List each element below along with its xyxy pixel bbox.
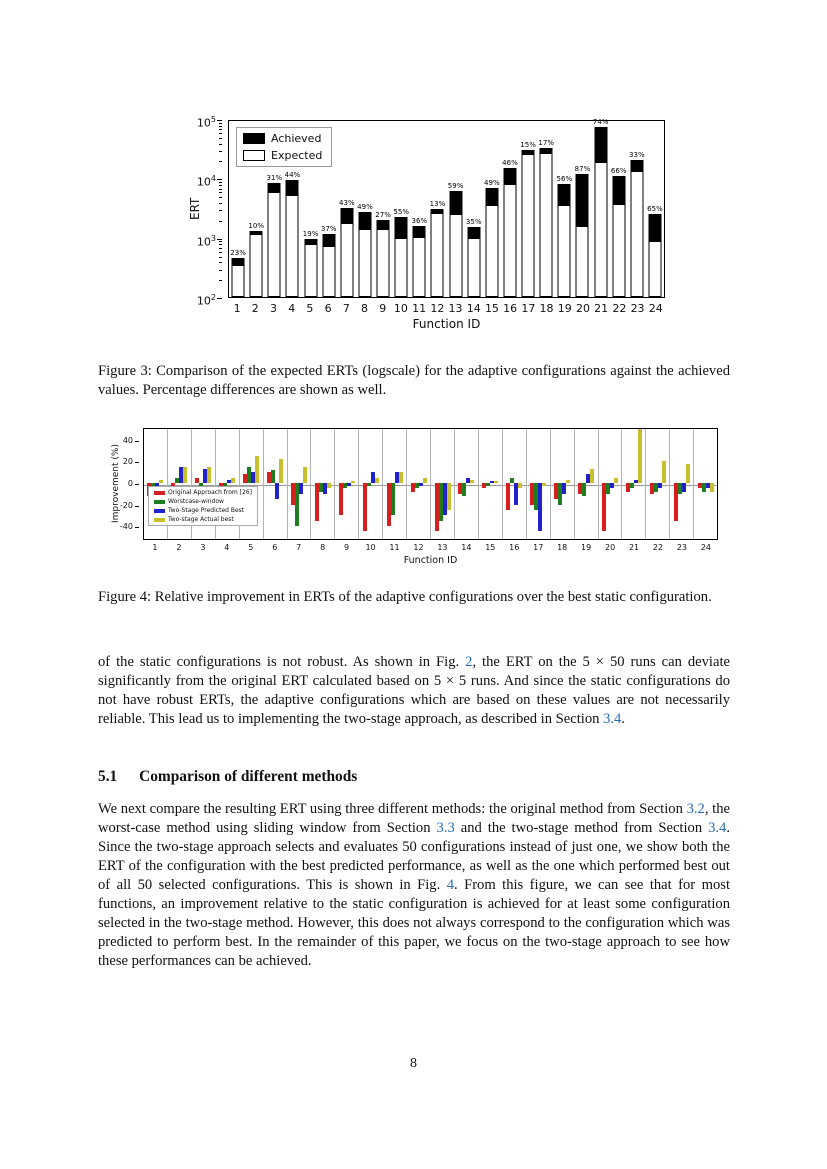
improvement-bar (486, 483, 490, 486)
improvement-bar (630, 483, 634, 488)
legend-label-original-approach: Original Approach from [26] (168, 489, 252, 496)
figure4-bar-group (288, 429, 312, 539)
x-tick-label: 11 (412, 302, 427, 315)
expected-bar (540, 153, 553, 297)
x-tick-label: 22 (652, 543, 664, 552)
improvement-bar (363, 483, 367, 531)
improvement-bar (275, 483, 279, 499)
improvement-bar (590, 469, 594, 483)
expected-bar (576, 226, 589, 297)
figure4-x-axis-ticks (143, 543, 718, 552)
percentage-label: 19% (302, 230, 319, 238)
section-title: Comparison of different methods (139, 768, 358, 785)
figure3-plot-area (228, 117, 665, 298)
expected-bar (431, 213, 444, 297)
x-tick-label: 6 (272, 543, 278, 552)
legend-item-worstcase-window (154, 498, 252, 505)
improvement-bar (255, 456, 259, 483)
figure3-chart (178, 110, 678, 342)
figure3-bar-group (428, 121, 446, 297)
figure3-bar-group (374, 121, 392, 297)
figure4-bar-group (264, 429, 288, 539)
figure4-bar-group (455, 429, 479, 539)
expected-bar (630, 171, 643, 297)
percentage-label: 44% (284, 170, 301, 179)
x-tick-label: 1 (233, 302, 241, 315)
expected-bar (413, 237, 426, 297)
expected-bar (232, 265, 245, 297)
improvement-bar (159, 480, 163, 483)
figure4-plot-area (143, 428, 718, 540)
legend-item-achieved (243, 132, 322, 145)
expected-bar (340, 223, 353, 297)
figure4-bar-group (599, 429, 623, 539)
improvement-bar (231, 478, 235, 483)
improvement-bar (303, 467, 307, 483)
x-tick-label: 10 (393, 302, 408, 315)
legend-item-original-approach (154, 489, 252, 496)
text-segment: , the worst-case method using sliding window from Section (98, 801, 730, 836)
x-tick-label: 8 (361, 302, 369, 315)
percentage-label: 31% (266, 173, 283, 182)
x-tick-label: 14 (461, 543, 472, 552)
figure3-bar-group (646, 121, 664, 297)
percentage-label: 33% (629, 151, 645, 160)
x-tick-label: 7 (296, 543, 302, 552)
x-tick-label: 13 (437, 543, 448, 552)
improvement-bar (423, 478, 427, 483)
percentage-label: 49% (357, 203, 373, 212)
y-tick-label: 20 (122, 457, 133, 467)
y-tick-label: $10^4$ (196, 174, 216, 189)
figure4-bar-group (551, 429, 575, 539)
figure4-bar-group (359, 429, 383, 539)
legend-label-worstcase-window: Worstcase-window (168, 498, 224, 505)
percentage-label: 17% (538, 139, 554, 148)
x-tick-label: 14 (466, 302, 481, 315)
percentage-label: 49% (484, 178, 500, 187)
section-heading (98, 768, 357, 786)
figure4-bar-group (407, 429, 431, 539)
figure3-bar-group (410, 121, 428, 297)
expected-bar (395, 238, 408, 297)
x-tick-label: 11 (389, 543, 400, 552)
figure3-y-axis-label: ERT (188, 197, 202, 221)
legend-item-two-stage-predicted (154, 507, 252, 514)
figure3-bar-group (610, 121, 628, 297)
figure3-bar-group (501, 121, 519, 297)
improvement-bar (542, 483, 546, 486)
figure4-chart (95, 424, 735, 574)
x-tick-label: 5 (306, 302, 314, 315)
figure3-bar-group (628, 121, 646, 297)
figure3-caption: Figure 3: Comparison of the expected ERTs (logscale) for the adaptive configurations against the achieved values. Percentage differences are shown as well. (98, 363, 730, 399)
figure3-bar-group (356, 121, 374, 297)
figure3-legend (236, 127, 332, 167)
x-tick-label: 3 (200, 543, 206, 552)
body-paragraph-1 (98, 653, 730, 729)
figure3-y-axis-ticks (178, 110, 224, 342)
legend-label-two-stage-predicted: Two-Stage Predicted Best (168, 507, 245, 514)
text-segment: . Since the two-stage approach selects and evaluates 50 configurations instead of just one, we show both the ERT of the configuration with the best predicted performance, as well as the one which performed best out of all 50 selected configurations. This is shown in Fig. (98, 819, 730, 893)
improvement-bar (494, 481, 498, 483)
text-segment: . From this figure, we can see that for most functions, an improvement relative to the static configuration is achieved for at least some configuration selected in the two-stage method. However, this does not always correspond to the configuration which was predicted to perform best. In the remainder of this paper, we focus on the two-stage approach to see how these performances can be achieved. (98, 876, 730, 969)
x-tick-label: 19 (581, 543, 592, 552)
y-tick-label: $10^3$ (196, 233, 216, 249)
x-tick-label: 6 (324, 302, 332, 315)
figure4-bar-group (622, 429, 646, 539)
section-number: 5.1 (98, 768, 118, 785)
improvement-bar (367, 483, 371, 486)
x-tick-label: 24 (648, 302, 663, 315)
x-tick-label: 24 (700, 543, 711, 552)
achieved-swatch (243, 133, 265, 144)
figure4-y-axis-ticks (95, 424, 143, 574)
improvement-bar (347, 483, 351, 486)
percentage-label: 35% (465, 218, 482, 227)
ref-link[interactable]: 3.4 (603, 710, 622, 727)
x-tick-label: 21 (628, 543, 640, 552)
improvement-bar (518, 483, 522, 488)
x-tick-label: 20 (604, 543, 616, 552)
x-tick-label: 23 (676, 543, 688, 552)
improvement-bar (658, 483, 662, 488)
ref-link[interactable]: 4 (446, 876, 454, 893)
figure3-bar-group (537, 121, 555, 297)
text-segment: of the static configurations is not robust. As shown in Fig. (98, 654, 466, 670)
x-tick-label: 22 (612, 302, 627, 315)
improvement-bar (562, 483, 566, 494)
improvement-bar (327, 483, 331, 488)
ref-link[interactable]: 3.4 (708, 819, 727, 836)
improvement-bar (710, 483, 714, 492)
x-tick-label: 16 (509, 543, 520, 552)
x-tick-label: 12 (413, 543, 424, 552)
y-tick-label: $10^2$ (196, 293, 216, 308)
figure3-bar-group (592, 117, 610, 297)
x-tick-label: 17 (533, 543, 544, 552)
figure3-bar-group (392, 121, 410, 297)
legend-item-two-stage-actual (154, 516, 252, 523)
improvement-bar (614, 478, 618, 483)
expected-swatch (243, 150, 265, 161)
expected-bar (304, 244, 317, 297)
percentage-label: 74% (592, 117, 609, 126)
two-stage-predicted-swatch (154, 509, 165, 513)
expected-bar (449, 214, 462, 297)
expected-bar (612, 204, 625, 297)
figure3-bar-group (573, 121, 591, 297)
ref-link[interactable]: 3.2 (686, 801, 705, 817)
expected-bar (377, 229, 390, 297)
two-stage-actual-swatch (154, 518, 165, 522)
improvement-bar (462, 483, 466, 496)
percentage-label: 15% (520, 141, 536, 150)
percentage-label: 27% (375, 211, 391, 220)
improvement-bar (682, 483, 686, 492)
y-tick-label: 40 (122, 435, 133, 445)
x-tick-label: 8 (320, 543, 326, 552)
percentage-label: 36% (411, 216, 428, 225)
text-segment: . (621, 710, 626, 727)
improvement-bar (207, 467, 211, 483)
improvement-bar (638, 429, 642, 483)
figure3-bar-group (465, 121, 483, 297)
x-tick-label: 1 (152, 543, 158, 552)
expected-bar (358, 229, 371, 297)
expected-bar (268, 192, 281, 297)
improvement-bar (391, 483, 395, 515)
percentage-label: 87% (574, 164, 591, 173)
improvement-bar (506, 483, 510, 510)
percentage-label: 23% (230, 249, 246, 258)
improvement-bar (183, 467, 187, 483)
percentage-label: 56% (556, 175, 573, 184)
expected-bar (503, 184, 516, 297)
x-tick-label: 10 (365, 543, 376, 552)
y-tick-label: -40 (119, 522, 133, 532)
figure4-bar-group (575, 429, 599, 539)
improvement-bar (662, 461, 666, 483)
x-tick-label: 2 (251, 302, 259, 315)
improvement-bar (447, 483, 451, 510)
figure4-bar-group (694, 429, 717, 539)
figure4-bar-group (646, 429, 670, 539)
legend-label-expected: Expected (271, 149, 323, 162)
original-approach-swatch (154, 491, 165, 495)
x-tick-label: 2 (176, 543, 182, 552)
expected-bar (485, 205, 498, 297)
x-tick-label: 18 (539, 302, 554, 315)
figure4-bar-group (335, 429, 359, 539)
improvement-bar (538, 483, 542, 531)
y-tick-label: 0 (127, 479, 133, 488)
body-paragraph-2 (98, 800, 730, 971)
x-tick-label: 15 (485, 543, 496, 552)
figure3-x-axis-label: Function ID (412, 317, 481, 331)
text-segment: , the ERT on the 5 × 50 runs can deviate significantly from the original ERT calculated based on 5 × 5 runs. And since the static configurations do not have robust ERTs, the adaptive configurations which are based on these values are not necessarily reliable. This lead us to implementing the two-stage approach, as described in Section (98, 654, 730, 727)
percentage-label: 65% (647, 205, 663, 214)
figure4-x-axis-label: Function ID (403, 555, 458, 566)
figure4-bar-group (527, 429, 551, 539)
text-segment: and the two-stage method from Section (454, 819, 709, 836)
expected-bar (522, 154, 535, 297)
y-tick-label: -20 (119, 500, 133, 510)
text-segment: We next compare the resulting ERT using three different methods: the original method from Section (98, 801, 687, 817)
percentage-label: 43% (339, 198, 355, 207)
page-number: 8 (410, 1056, 417, 1071)
improvement-bar (582, 483, 586, 496)
figure4-y-axis-label: Improvement (%) (111, 444, 121, 524)
figure3-x-axis-ticks (228, 302, 665, 315)
legend-label-two-stage-actual: Two-stage Actual best (168, 516, 234, 523)
improvement-bar (419, 483, 423, 486)
expected-bar (322, 246, 335, 297)
figure3-bar-group (483, 121, 501, 297)
improvement-bar (470, 480, 474, 483)
ref-link[interactable]: 3.3 (436, 819, 455, 836)
x-tick-label: 21 (594, 302, 609, 315)
x-tick-label: 4 (224, 543, 230, 552)
percentage-label: 13% (429, 200, 446, 209)
legend-label-achieved: Achieved (271, 132, 322, 145)
percentage-label: 55% (393, 208, 409, 217)
x-tick-label: 18 (557, 543, 568, 552)
x-tick-label: 9 (379, 302, 387, 315)
percentage-label: 59% (447, 181, 464, 190)
improvement-bar (399, 472, 403, 483)
x-tick-label: 12 (430, 302, 445, 315)
figure4-legend (148, 486, 258, 526)
improvement-bar (351, 481, 355, 483)
expected-bar (594, 162, 607, 297)
x-tick-label: 9 (344, 543, 350, 552)
x-tick-label: 16 (503, 302, 518, 315)
improvement-bar (299, 483, 303, 494)
expected-bar (558, 205, 571, 297)
x-tick-label: 17 (521, 302, 536, 315)
figure3-bar-group (338, 121, 356, 297)
x-tick-label: 15 (484, 302, 499, 315)
percentage-label: 37% (320, 225, 337, 234)
improvement-bar (271, 470, 275, 483)
improvement-bar (375, 478, 379, 483)
x-tick-label: 19 (557, 302, 572, 315)
x-tick-label: 4 (288, 302, 296, 315)
figure4-caption: Figure 4: Relative improvement in ERTs of the adaptive configurations over the best static configuration. (98, 589, 712, 605)
improvement-bar (610, 483, 614, 488)
x-tick-label: 20 (575, 302, 590, 315)
improvement-bar (279, 459, 283, 483)
worstcase-window-swatch (154, 500, 165, 504)
legend-item-expected (243, 149, 322, 162)
figure3-bar-group (519, 121, 537, 297)
x-tick-label: 7 (342, 302, 350, 315)
improvement-bar (686, 464, 690, 483)
percentage-label: 66% (610, 166, 627, 175)
figure4-bar-group (383, 429, 407, 539)
x-tick-label: 13 (448, 302, 463, 315)
expected-bar (648, 241, 661, 297)
ref-link[interactable]: 2 (465, 654, 473, 670)
x-tick-label: 23 (630, 302, 645, 315)
figure4-bar-group (503, 429, 527, 539)
figure4-bar-group (670, 429, 694, 539)
figure4-bar-group (431, 429, 455, 539)
y-tick-label: $10^5$ (196, 115, 216, 130)
figure3-bar-group (447, 121, 465, 297)
improvement-bar (566, 480, 570, 483)
figure4-bar-group (479, 429, 503, 539)
percentage-label: 10% (248, 221, 264, 230)
percentage-label: 46% (502, 158, 518, 167)
expected-bar (467, 238, 480, 297)
figure3-bar-group (555, 121, 573, 297)
expected-bar (250, 234, 263, 297)
x-tick-label: 5 (248, 543, 254, 552)
x-tick-label: 3 (270, 302, 277, 315)
figure4-bar-group (311, 429, 335, 539)
expected-bar (286, 195, 299, 297)
